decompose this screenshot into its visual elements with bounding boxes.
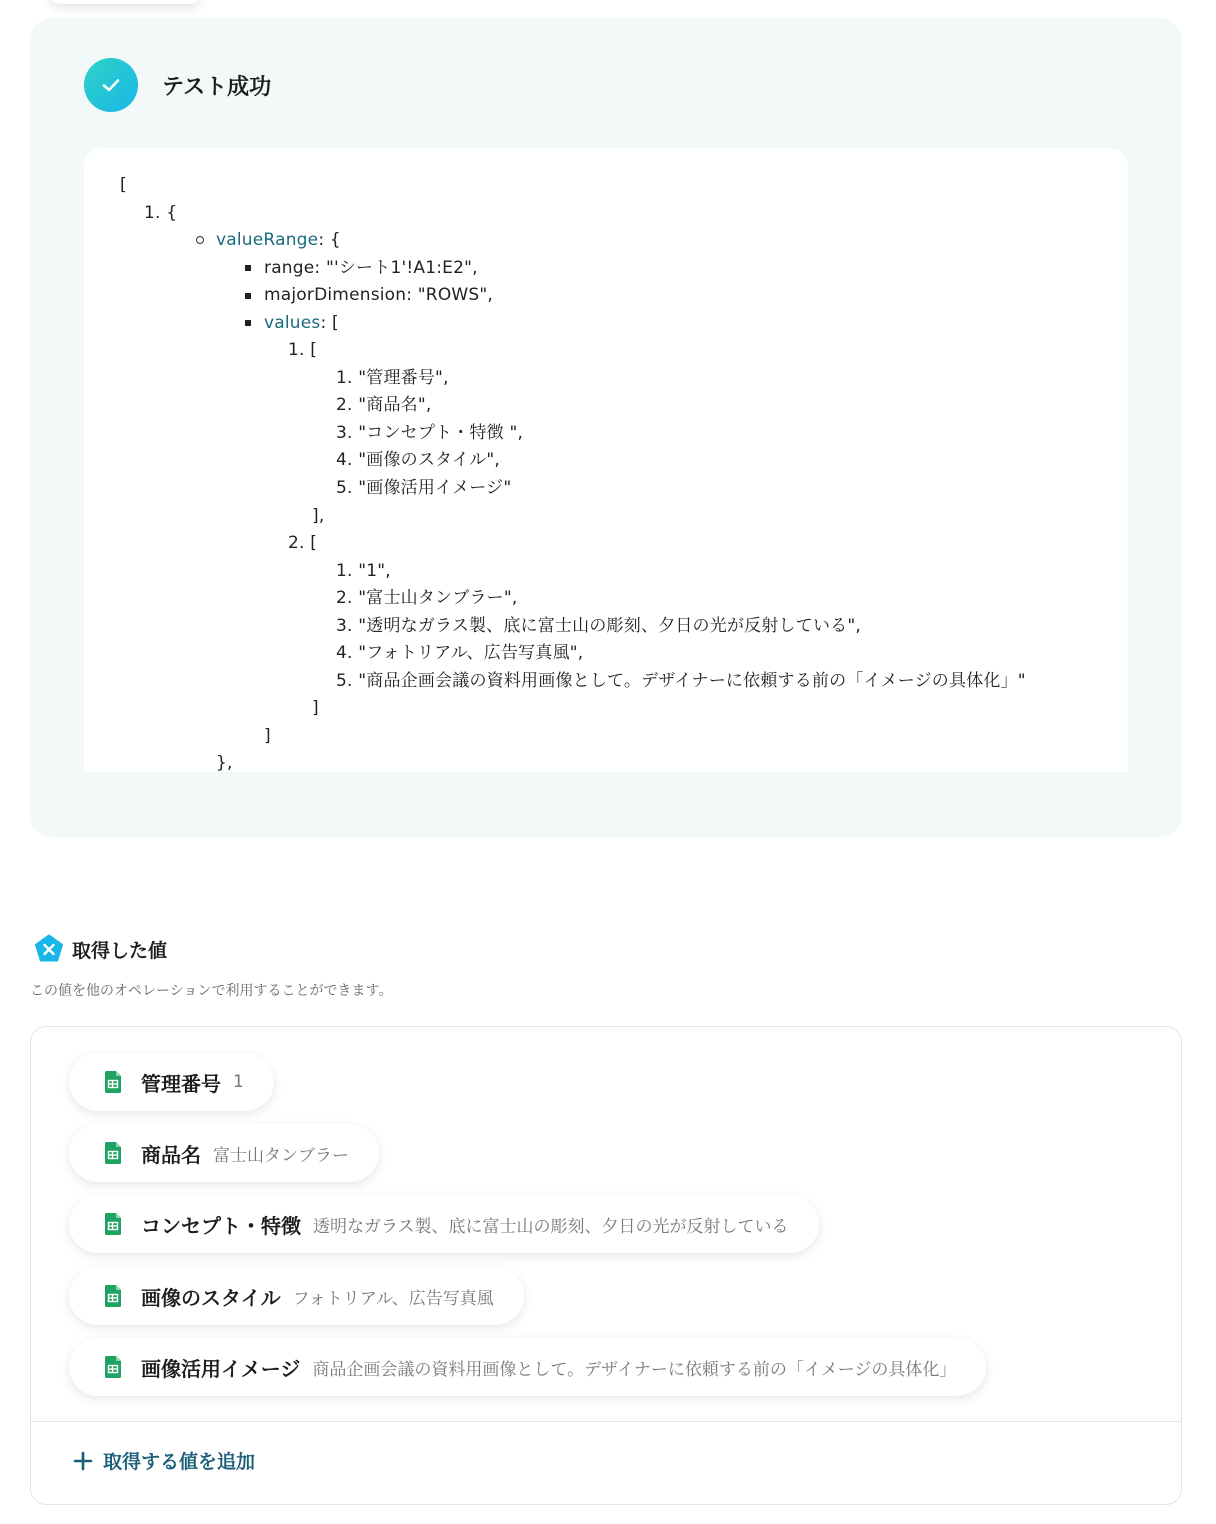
json-major-dimension-line: majorDimension: "ROWS",: [264, 285, 494, 305]
json-row-2: [288, 531, 317, 555]
test-result-title: テスト成功: [162, 74, 272, 100]
value-chip-concept[interactable]: [69, 1195, 819, 1253]
value-chip-management-number[interactable]: [69, 1053, 274, 1111]
json-output-viewer[interactable]: [84, 148, 1128, 772]
value-chip-product-name[interactable]: [69, 1124, 379, 1182]
check-circle-icon: [84, 58, 138, 112]
fetched-values-description: この値を他のオペレーションで利用することができます。: [30, 983, 393, 999]
json-row-2-open: [: [310, 533, 318, 553]
yoom-badge-icon: [34, 934, 64, 964]
json-open-bracket: [: [120, 175, 127, 195]
value-chip-label: 画像活用イメージ: [141, 1356, 301, 1381]
value-chip-value: 1: [233, 1072, 244, 1092]
json-values-rest: : [: [320, 313, 339, 333]
add-fetched-value-label: 取得する値を追加: [103, 1451, 256, 1473]
json-row-2-item: 4. "フォトリアル、広告写真風",: [336, 643, 584, 663]
json-value-range-rest: : {: [318, 230, 341, 250]
json-item-1-open: {: [166, 203, 178, 223]
fetched-values-card: [30, 1026, 1182, 1505]
value-chip-value: 富士山タンブラー: [213, 1145, 349, 1166]
google-sheets-icon: [103, 1142, 123, 1164]
value-chip-value: 商品企画会議の資料用画像として。デザイナーに依頼する前の「イメージの具体化」: [312, 1359, 957, 1380]
fetched-values-title: 取得した値: [72, 939, 168, 962]
value-chip-label: 商品名: [141, 1142, 201, 1167]
json-value-range: [216, 228, 341, 252]
fetched-values-header: [34, 934, 167, 964]
json-row-2-item: 1. "1",: [336, 561, 391, 581]
previous-card-edge: [50, 0, 200, 4]
json-value-range-key[interactable]: valueRange: [216, 230, 319, 250]
json-row-1-close: ],: [312, 506, 325, 526]
google-sheets-icon: [103, 1071, 123, 1093]
json-row-1: [288, 338, 317, 362]
value-chip-value: フォトリアル、広告写真風: [292, 1288, 494, 1309]
value-chip-label: 画像のスタイル: [141, 1285, 281, 1310]
json-row-2-close: ]: [312, 698, 319, 718]
json-range-line: range: "'シート1'!A1:E2",: [264, 258, 478, 278]
json-square-bullet: [245, 293, 251, 299]
card-divider: [31, 1421, 1181, 1422]
json-square-bullet: [245, 265, 251, 271]
json-item-1-marker: 1.: [144, 203, 161, 223]
json-row-2-item: 3. "透明なガラス製、底に富士山の彫刻、夕日の光が反射している",: [336, 616, 861, 636]
json-row-1-item: 1. "管理番号",: [336, 368, 449, 388]
json-row-1-open: [: [310, 340, 318, 360]
json-row-2-item: 2. "富士山タンブラー",: [336, 588, 518, 608]
value-chip-label: コンセプト・特徴: [141, 1213, 301, 1238]
json-values: [264, 311, 339, 335]
json-row-2-marker: 2.: [288, 533, 305, 553]
google-sheets-icon: [103, 1285, 123, 1307]
value-chip-label: 管理番号: [141, 1071, 221, 1096]
json-row-2-item: 5. "商品企画会議の資料用画像として。デザイナーに依頼する前の「イメージの具体化」": [336, 671, 1026, 691]
test-result-panel: [30, 18, 1182, 837]
google-sheets-icon: [103, 1356, 123, 1378]
add-fetched-value-button[interactable]: [73, 1447, 255, 1474]
json-square-bullet: [245, 320, 251, 326]
value-chip-image-style[interactable]: [69, 1267, 524, 1325]
json-values-key[interactable]: values: [264, 313, 321, 333]
json-row-1-item: 5. "画像活用イメージ": [336, 478, 512, 498]
json-item-1: [144, 201, 177, 225]
value-chip-value: 透明なガラス製、底に富士山の彫刻、夕日の光が反射している: [313, 1216, 789, 1237]
json-values-close: ]: [264, 726, 271, 746]
json-row-1-item: 3. "コンセプト・特徴 ",: [336, 423, 524, 443]
plus-icon: [73, 1451, 93, 1471]
json-value-range-close: },: [216, 753, 233, 772]
value-chip-image-usage[interactable]: [69, 1338, 986, 1396]
google-sheets-icon: [103, 1213, 123, 1235]
test-result-header: [84, 58, 271, 112]
json-circle-bullet: [196, 236, 204, 244]
json-row-1-marker: 1.: [288, 340, 305, 360]
json-row-1-item: 4. "画像のスタイル",: [336, 450, 500, 470]
json-row-1-item: 2. "商品名",: [336, 395, 432, 415]
